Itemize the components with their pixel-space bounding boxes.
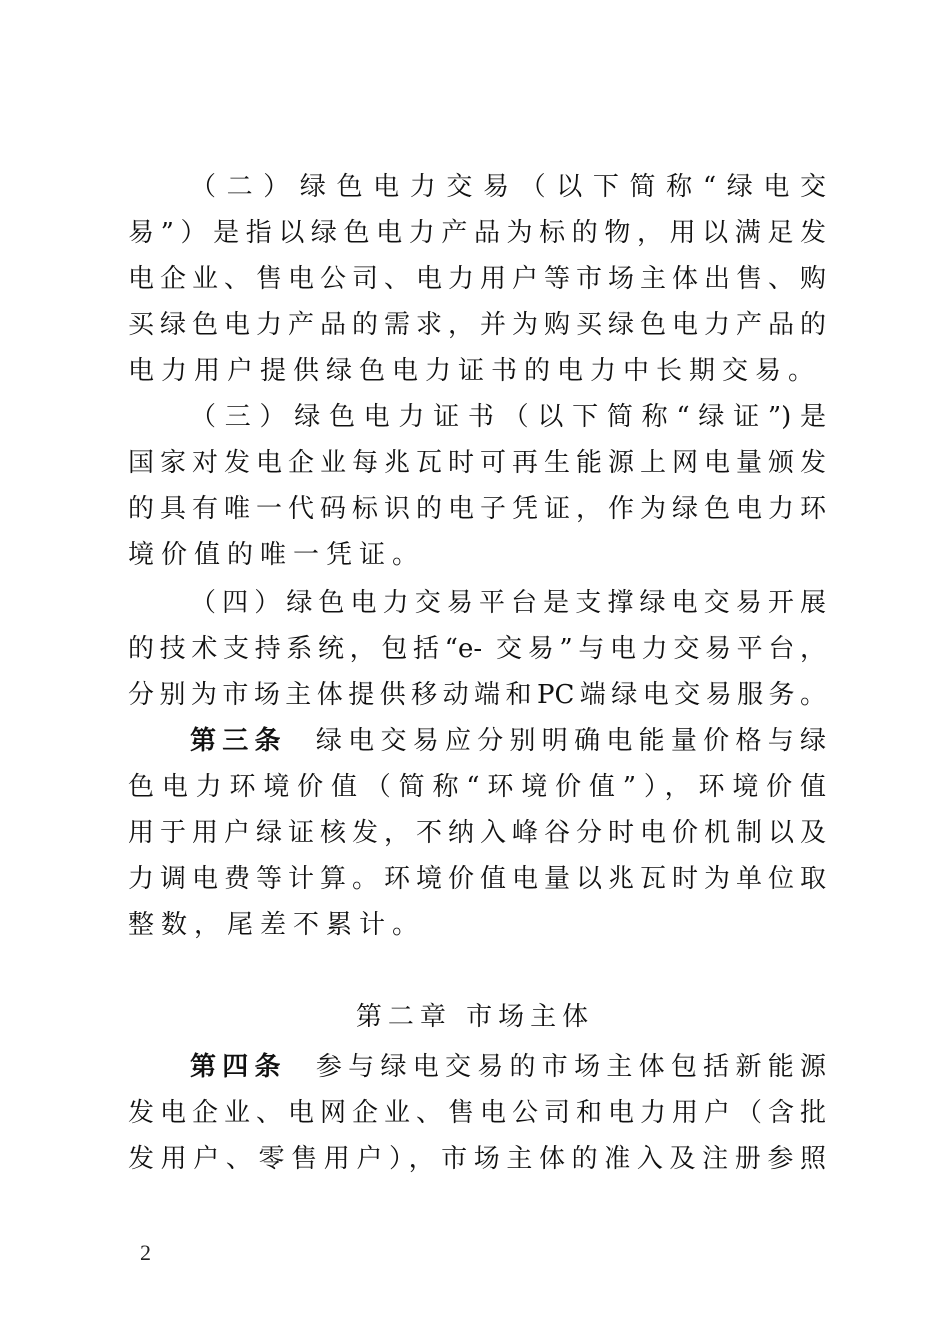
text-line: 买绿色电力产品的需求，并为购买绿色电力产品的 (128, 310, 826, 340)
text-line: 整数，尾差不累计。 (128, 910, 426, 940)
text-line: （四）绿色电力交易平台是支撑绿电交易开展 (190, 588, 826, 618)
text-line: 力调电费等计算。环境价值电量以兆瓦时为单位取 (128, 864, 826, 894)
text-line: （二）绿色电力交易（以下简称“绿电交 (190, 172, 826, 202)
page-number: 2 (140, 1240, 151, 1265)
text-line: 的具有唯一代码标识的电子凭证，作为绿色电力环 (128, 494, 826, 524)
chapter-heading: 第二章 市场主体 (355, 1002, 595, 1032)
text-line: 境价值的唯一凭证。 (128, 540, 426, 570)
text-line: 分别为市场主体提供移动端和PC端绿电交易服务。 (128, 680, 826, 710)
text-segment: 绿电交易应分别明确电能量价格与绿 (315, 726, 826, 756)
text-line: 电力用户提供绿色电力证书的电力中长期交易。 (128, 356, 822, 386)
text-line: 用于用户绿证核发，不纳入峰谷分时电价机制以及 (128, 818, 826, 848)
text-line: 国家对发电企业每兆瓦时可再生能源上网电量颁发 (128, 448, 826, 478)
text-line: 电企业、售电公司、电力用户等市场主体出售、购 (128, 264, 826, 294)
text-line: 的技术支持系统，包括“e- 交易”与电力交易平台， (128, 634, 826, 664)
article-label: 第四条 (190, 1052, 287, 1082)
text-line: 易”）是指以绿色电力产品为标的物，用以满足发 (128, 218, 826, 248)
text-line: （三）绿色电力证书（以下简称“绿证”)是 (190, 402, 826, 432)
article-3-first-line (190, 718, 826, 764)
article-4-first-line (190, 1044, 826, 1090)
text-line: 发电企业、电网企业、售电公司和电力用户（含批 (128, 1098, 826, 1128)
text-line: 色电力环境价值（简称“环境价值”），环境价值 (128, 772, 826, 802)
article-label: 第三条 (190, 726, 287, 756)
text-line: 发用户、零售用户），市场主体的准入及注册参照 (128, 1144, 826, 1174)
text-segment: 参与绿电交易的市场主体包括新能源 (315, 1052, 826, 1082)
